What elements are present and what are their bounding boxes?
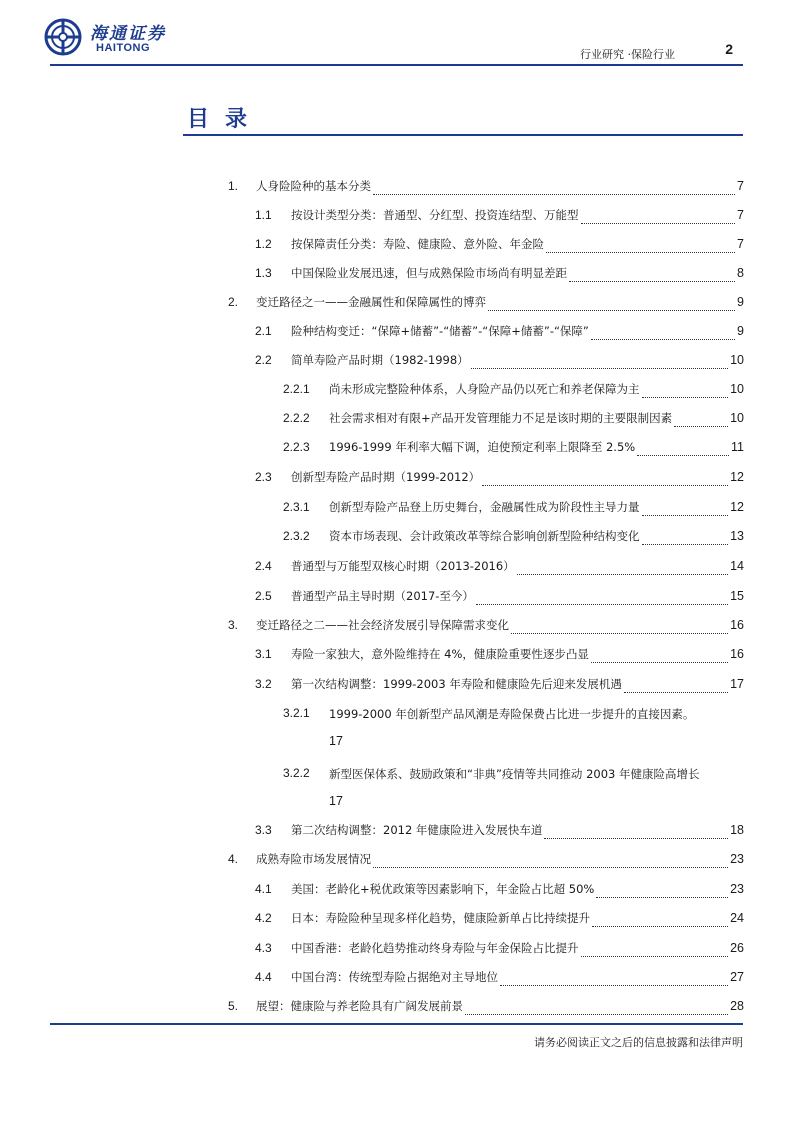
toc-entry-title: 社会需求相对有限+产品开发管理能力不足是该时期的主要限制因素 xyxy=(329,411,673,425)
toc-entry[interactable] xyxy=(255,352,744,372)
toc-leader-dots xyxy=(596,887,728,898)
toc-entry-title: 变迁路径之一——金融属性和保障属性的博弈 xyxy=(256,295,486,309)
toc-entry-page: 18 xyxy=(730,823,744,837)
toc-leader-dots xyxy=(642,534,729,545)
toc-entry-number: 3.3 xyxy=(255,823,272,837)
header-section-label: 行业研究 ·保险行业 xyxy=(580,48,675,61)
toc-entry-title: 新型医保体系、鼓励政策和“非典”疫情等共同推动 2003 年健康险高增长 xyxy=(329,767,700,781)
toc-entry-page: 17 xyxy=(329,734,343,748)
toc-entry-number: 2.3.2 xyxy=(283,529,310,543)
toc-entry[interactable] xyxy=(255,323,744,343)
toc-entry-title: 按保障责任分类：寿险、健康险、意外险、年金险 xyxy=(291,237,544,251)
toc-entry-number: 2.4 xyxy=(255,559,272,573)
toc-entry-page: 16 xyxy=(730,647,744,661)
toc-entry[interactable] xyxy=(283,381,744,401)
toc-leader-dots xyxy=(517,564,728,575)
toc-entry-number: 2.5 xyxy=(255,589,272,603)
toc-entry-title: 1996-1999 年利率大幅下调，迫使预定利率上限降至 2.5% xyxy=(329,440,636,454)
toc-entry-title: 按设计类型分类：普通型、分红型、投资连结型、万能型 xyxy=(291,208,579,222)
toc-entry-title: 中国台湾：传统型寿险占据绝对主导地位 xyxy=(291,970,498,984)
logo-english-name: HAITONG xyxy=(96,42,151,54)
toc-leader-dots xyxy=(642,505,729,516)
toc-entry-number: 3. xyxy=(228,618,239,632)
toc-entry-title: 变迁路径之二——社会经济发展引导保障需求变化 xyxy=(256,618,509,632)
toc-entry-number: 3.1 xyxy=(255,647,272,661)
toc-leader-dots xyxy=(373,184,735,195)
toc-entry-number: 4.2 xyxy=(255,911,272,925)
toc-entry-number: 2.3 xyxy=(255,470,272,484)
toc-entry-title: 尚未形成完整险种体系，人身险产品仍以死亡和养老保障为主 xyxy=(329,382,640,396)
toc-entry[interactable] xyxy=(255,207,744,227)
toc-entry-title: 创新型寿险产品时期（1999-2012） xyxy=(291,470,481,484)
toc-entry-page: 7 xyxy=(737,179,744,193)
haitong-logo-icon xyxy=(44,18,82,56)
title-divider xyxy=(183,134,743,136)
toc-leader-dots xyxy=(637,445,729,456)
toc-leader-dots xyxy=(592,916,728,927)
toc-entry-page: 10 xyxy=(730,382,744,396)
footer-divider xyxy=(50,1023,743,1025)
toc-entry-number: 2.2 xyxy=(255,353,272,367)
toc-entry-number: 2.2.1 xyxy=(283,382,310,396)
toc-entry-title: 寿险一家独大，意外险维持在 4%，健康险重要性逐步凸显 xyxy=(291,647,589,661)
toc-leader-dots xyxy=(581,213,736,224)
toc-entry-page: 10 xyxy=(730,411,744,425)
toc-entry[interactable] xyxy=(255,940,744,960)
toc-entry-page: 23 xyxy=(730,882,744,896)
toc-entry-page: 14 xyxy=(730,559,744,573)
toc-entry[interactable] xyxy=(228,617,744,637)
toc-entry-number: 4.4 xyxy=(255,970,272,984)
header-divider xyxy=(50,64,743,66)
toc-entry-page: 27 xyxy=(730,970,744,984)
toc-entry-page: 9 xyxy=(737,324,744,338)
toc-entry-page: 10 xyxy=(730,353,744,367)
toc-entry-number: 4.1 xyxy=(255,882,272,896)
toc-leader-dots xyxy=(569,271,735,282)
toc-entry-page: 16 xyxy=(730,618,744,632)
toc-entry[interactable] xyxy=(255,881,744,901)
toc-entry-title: 1999-2000 年创新型产品风潮是寿险保费占比进一步提升的直接因素。 xyxy=(329,707,695,721)
toc-entry[interactable] xyxy=(283,706,744,750)
footer-disclaimer: 请务必阅读正文之后的信息披露和法律声明 xyxy=(534,1036,743,1049)
page-header xyxy=(0,0,793,66)
page-number: 2 xyxy=(725,41,733,57)
toc-entry-page: 15 xyxy=(730,589,744,603)
toc-entry-number: 3.2.1 xyxy=(283,706,310,720)
toc-leader-dots xyxy=(581,946,729,957)
toc-entry-number: 4.3 xyxy=(255,941,272,955)
toc-entry[interactable] xyxy=(255,236,744,256)
toc-entry-page: 28 xyxy=(730,999,744,1013)
toc-entry-title: 人身险险种的基本分类 xyxy=(256,179,371,193)
toc-entry-title: 日本：寿险险种呈现多样化趋势，健康险新单占比持续提升 xyxy=(291,911,590,925)
toc-entry-title: 中国香港：老龄化趋势推动终身寿险与年金保险占比提升 xyxy=(291,941,579,955)
toc-entry-title: 中国保险业发展迅速，但与成熟保险市场尚有明显差距 xyxy=(291,266,567,280)
toc-entry-title: 成熟寿险市场发展情况 xyxy=(256,852,371,866)
toc-leader-dots xyxy=(373,857,728,868)
toc-entry-page: 26 xyxy=(730,941,744,955)
toc-entry[interactable] xyxy=(255,469,744,489)
toc-entry[interactable] xyxy=(228,998,744,1018)
toc-entry[interactable] xyxy=(255,646,744,666)
toc-entry[interactable] xyxy=(228,851,744,871)
logo-chinese-name: 海通证券 xyxy=(90,24,166,44)
toc-entry-title: 普通型产品主导时期（2017-至今） xyxy=(291,589,474,603)
toc-entry[interactable] xyxy=(255,676,744,696)
toc-entry-page: 12 xyxy=(730,500,744,514)
toc-entry[interactable] xyxy=(283,499,744,519)
haitong-logo xyxy=(44,18,184,58)
toc-leader-dots xyxy=(591,329,735,340)
toc-entry-number: 3.2.2 xyxy=(283,766,310,780)
toc-entry-title: 第二次结构调整：2012 年健康险进入发展快车道 xyxy=(291,823,543,837)
toc-entry[interactable] xyxy=(283,528,744,548)
toc-entry-number: 2.1 xyxy=(255,324,272,338)
toc-leader-dots xyxy=(591,652,728,663)
toc-entry-page: 13 xyxy=(730,529,744,543)
toc-entry-title: 险种结构变迁：“保障+储蓄”-“储蓄”-“保障+储蓄”-“保障” xyxy=(291,324,589,338)
toc-leader-dots xyxy=(624,682,728,693)
toc-entry-number: 2.3.1 xyxy=(283,500,310,514)
toc-entry-title: 美国：老龄化+税优政策等因素影响下，年金险占比超 50% xyxy=(291,882,595,896)
toc-entry-page: 7 xyxy=(737,237,744,251)
toc-leader-dots xyxy=(544,828,728,839)
toc-entry-title: 展望：健康险与养老险具有广阔发展前景 xyxy=(256,999,463,1013)
toc-entry[interactable] xyxy=(255,910,744,930)
toc-leader-dots xyxy=(482,475,728,486)
toc-entry-number: 4. xyxy=(228,852,239,866)
toc-entry-number: 1.3 xyxy=(255,266,272,280)
toc-entry[interactable] xyxy=(255,822,744,842)
toc-entry-number: 2.2.3 xyxy=(283,440,310,454)
toc-entry-number: 1.2 xyxy=(255,237,272,251)
toc-entry-page: 7 xyxy=(737,208,744,222)
toc-entry-page: 23 xyxy=(730,852,744,866)
toc-entry-number: 2. xyxy=(228,295,239,309)
toc-entry[interactable] xyxy=(283,766,744,810)
toc-entry-page: 8 xyxy=(737,266,744,280)
toc-entry-page: 24 xyxy=(730,911,744,925)
toc-leader-dots xyxy=(546,242,735,253)
toc-entry-page: 9 xyxy=(737,295,744,309)
toc-entry-page: 12 xyxy=(730,470,744,484)
toc-entry-page: 17 xyxy=(730,677,744,691)
toc-entry[interactable] xyxy=(255,558,744,578)
toc-entry-number: 5. xyxy=(228,999,239,1013)
toc-entry-number: 1.1 xyxy=(255,208,272,222)
toc-entry-number: 3.2 xyxy=(255,677,272,691)
toc-leader-dots xyxy=(500,975,728,986)
toc-leader-dots xyxy=(471,358,728,369)
toc-entry-page: 17 xyxy=(329,794,343,808)
toc-entry-number: 2.2.2 xyxy=(283,411,310,425)
toc-entry[interactable] xyxy=(228,294,744,314)
toc-leader-dots xyxy=(465,1004,728,1015)
toc-entry[interactable] xyxy=(255,969,744,989)
toc-entry-title: 资本市场表现、会计政策改革等综合影响创新型险种结构变化 xyxy=(329,529,640,543)
toc-entry-number: 1. xyxy=(228,179,239,193)
toc-entry-title: 创新型寿险产品登上历史舞台，金融属性成为阶段性主导力量 xyxy=(329,500,640,514)
toc-entry[interactable] xyxy=(228,178,744,198)
toc-leader-dots xyxy=(476,594,728,605)
toc-leader-dots xyxy=(488,300,735,311)
toc-entry-title: 普通型与万能型双核心时期（2013-2016） xyxy=(291,559,515,573)
toc-entry-title: 第一次结构调整：1999-2003 年寿险和健康险先后迎来发展机遇 xyxy=(291,677,622,691)
toc-title: 目录 xyxy=(187,107,264,132)
toc-entry[interactable] xyxy=(283,410,744,430)
toc-entry-title: 简单寿险产品时期（1982-1998） xyxy=(291,353,469,367)
toc-leader-dots xyxy=(674,416,728,427)
toc-entry[interactable] xyxy=(283,439,744,459)
toc-leader-dots xyxy=(511,623,728,634)
toc-leader-dots xyxy=(642,387,729,398)
toc-entry[interactable] xyxy=(255,588,744,608)
toc-entry-page: 11 xyxy=(731,440,744,454)
toc-entry[interactable] xyxy=(255,265,744,285)
